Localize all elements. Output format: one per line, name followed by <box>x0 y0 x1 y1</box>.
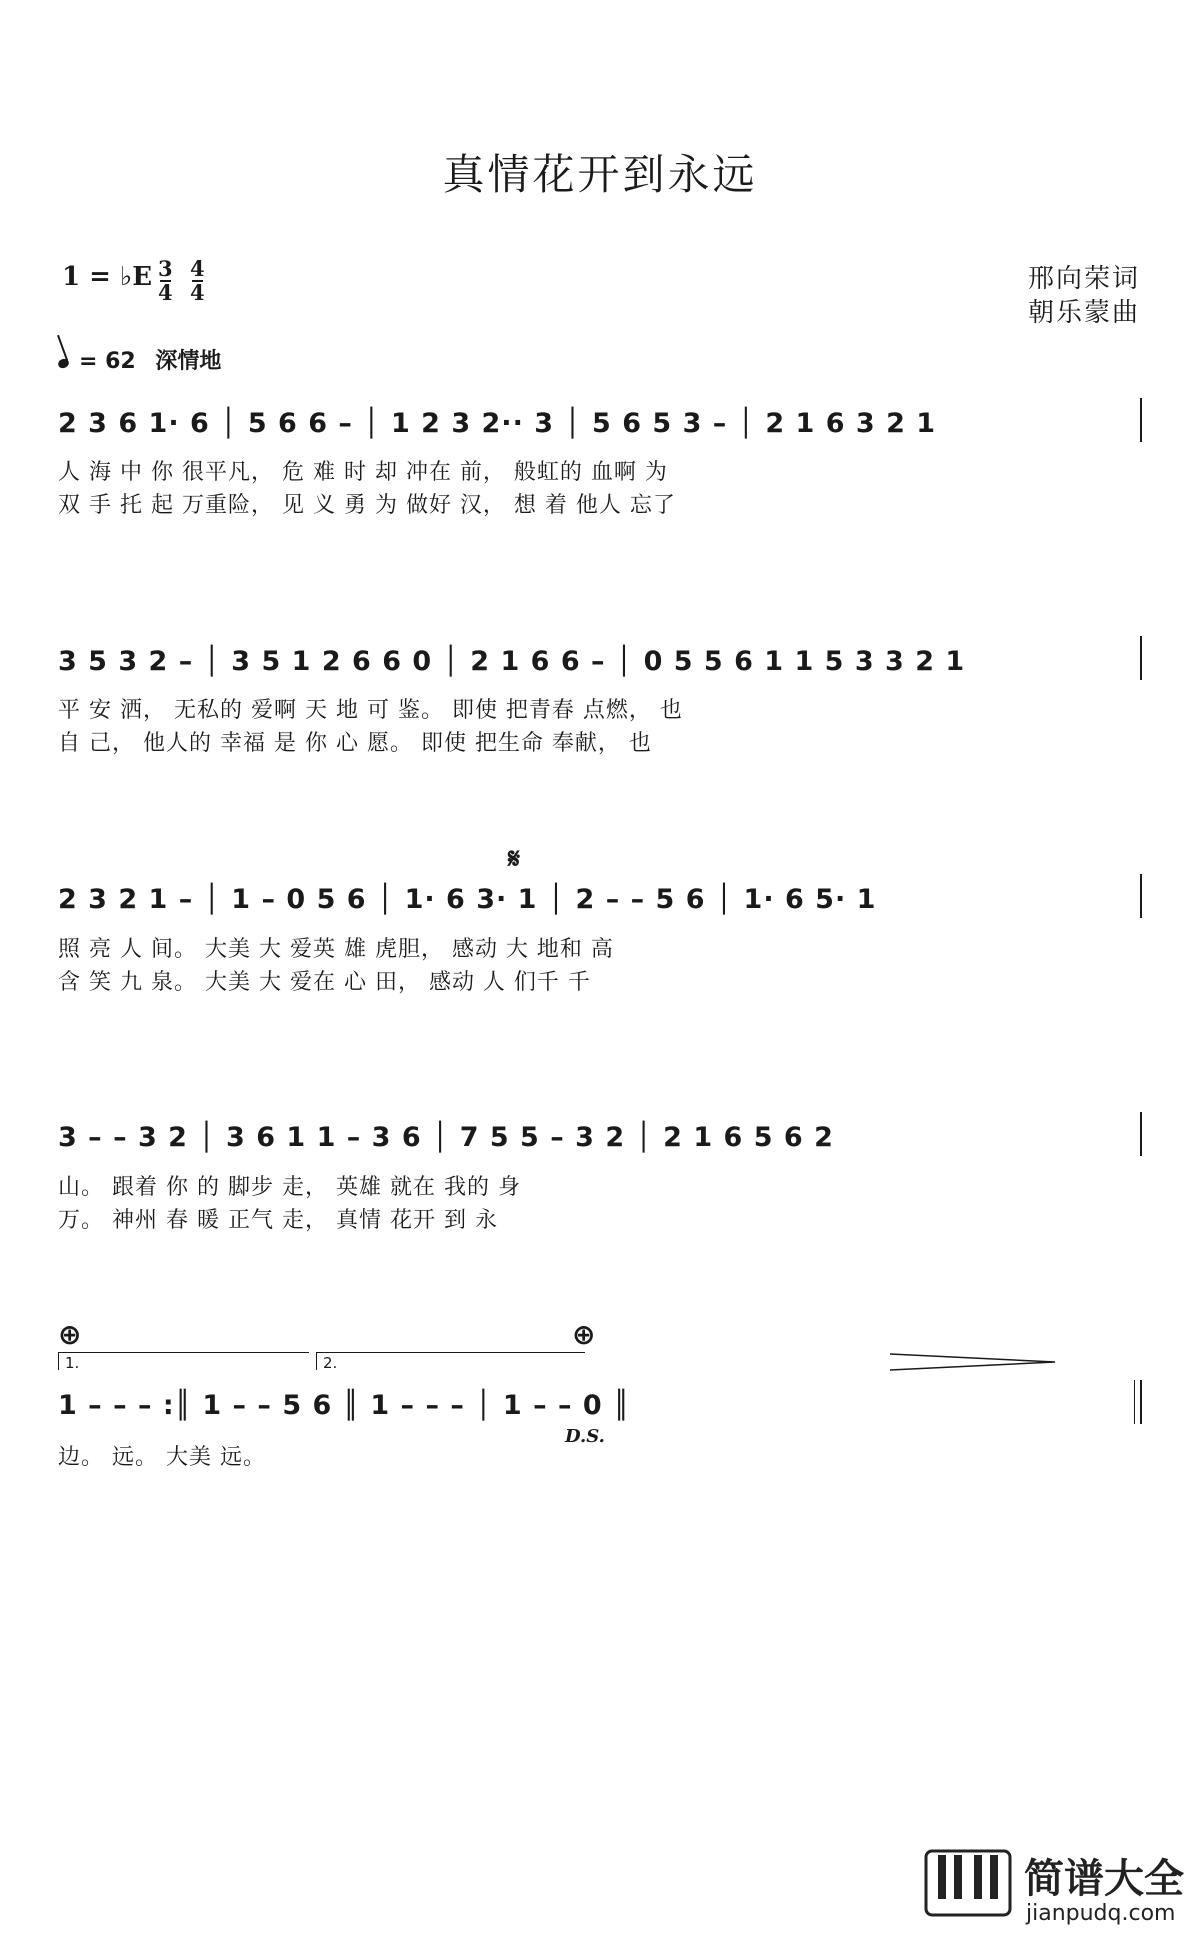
final-bar-line <box>1140 1380 1142 1424</box>
time-signature-3-4 <box>158 258 173 304</box>
notes-line: 2 3 2 1 – │ 1 – 0 5 6 │ 1· 6 3· 1 │ 2 – – 5 6 │ 1· 6 5· 1 <box>58 884 877 915</box>
lyrics-verse-1: 照 亮 人 间。 大美 大 爱英 雄 虎胆， 感动 大 地和 高 <box>58 937 614 962</box>
coda-sign: ⊕ <box>58 1318 82 1351</box>
lyrics-verse-1: 山。 跟着 你 的 脚步 走， 英雄 就在 我的 身 <box>58 1175 521 1200</box>
piano-keys-icon <box>924 1849 1014 1919</box>
final-bar-line-thin <box>1134 1380 1135 1424</box>
bar-line <box>1140 398 1142 442</box>
first-ending-bracket: 1. <box>58 1352 309 1370</box>
lyrics-verse-2: 自 己， 他人的 幸福 是 你 心 愿。 即使 把生命 奉献， 也 <box>58 731 652 756</box>
notes-line: 1 – – – :║ 1 – – 5 6 ║ 1 – – – │ 1 – – 0 ║ <box>58 1390 631 1421</box>
notes-line: 3 – – 3 2 │ 3 6 1 1 – 3 6 │ 7 5 5 – 3 2 │ 2 1 6 5 6 2 <box>58 1122 834 1153</box>
key-signature: 1 = ♭E <box>62 262 153 292</box>
lyrics-verse-1: 边。 远。 大美 远。 <box>58 1445 266 1470</box>
composer-credit: 朝乐蒙曲 <box>1027 298 1140 328</box>
decrescendo-hairpin <box>890 1352 1060 1372</box>
time-sig-bottom: 4 <box>190 280 205 305</box>
time-sig-top: 3 <box>158 256 173 281</box>
second-ending-bracket: 2. <box>316 1352 585 1370</box>
time-sig-top: 4 <box>190 256 205 281</box>
time-signature-4-4 <box>190 258 205 304</box>
lyrics-verse-2: 双 手 托 起 万重险， 见 义 勇 为 做好 汉， 想 着 他人 忘了 <box>58 493 676 518</box>
bar-line <box>1140 636 1142 680</box>
quarter-note-icon <box>57 357 70 369</box>
coda-sign: ⊕ <box>572 1318 596 1351</box>
site-logo <box>924 1841 1184 1941</box>
logo-url: jianpudq.com <box>1026 1901 1176 1926</box>
ds-marking: D.S. <box>565 1426 605 1447</box>
lyrics-verse-1: 人 海 中 你 很平凡， 危 难 时 却 冲在 前， 般虹的 血啊 为 <box>58 460 668 485</box>
lyrics-verse-2: 含 笑 九 泉。 大美 大 爱在 心 田， 感动 人 们千 千 <box>58 970 591 995</box>
bar-line <box>1140 1112 1142 1156</box>
lyricist-credit: 邢向荣词 <box>1027 264 1140 294</box>
notes-line: 2 3 6 1· 6 │ 5 6 6 – │ 1 2 3 2·· 3 │ 5 6 5 3 – │ 2 1 6 3 2 1 <box>58 408 937 439</box>
logo-brand: 简谱大全 <box>1024 1856 1184 1902</box>
tempo-marking <box>58 344 221 375</box>
tempo-value: = 62 <box>79 349 136 374</box>
lyrics-verse-1: 平 安 洒， 无私的 爱啊 天 地 可 鉴。 即使 把青春 点燃， 也 <box>58 698 683 723</box>
expression-text: 深情地 <box>155 349 222 374</box>
time-sig-bottom: 4 <box>158 280 173 305</box>
notes-line: 3 5 3 2 – │ 3 5 1 2 6 6 0 │ 2 1 6 6 – │ 0 5 5 6 1 1 5 3 3 2 1 <box>58 646 966 677</box>
segno-sign: 𝄋 <box>508 842 521 875</box>
lyrics-verse-2: 万。 神州 春 暖 正气 走， 真情 花开 到 永 <box>58 1208 498 1233</box>
bar-line <box>1140 874 1142 918</box>
song-title: 真情花开到永远 <box>442 150 758 199</box>
